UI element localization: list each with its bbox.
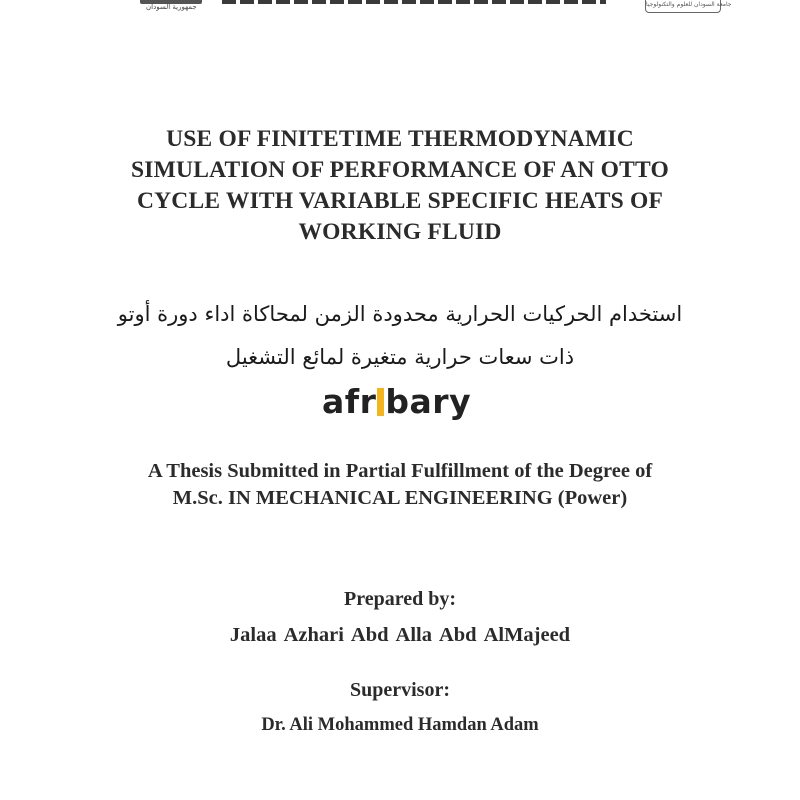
degree-line: A Thesis Submitted in Partial Fulfillment of the Degree of xyxy=(147,460,653,482)
arabic-title-line: ذات سعات حرارية متغيرة لمائع التشغيل xyxy=(225,345,575,369)
supervisor-label: Supervisor: xyxy=(350,679,450,701)
watermark-prefix: afr xyxy=(322,382,377,421)
degree-statement xyxy=(100,458,700,512)
author-name: Jalaa Azhari Abd Alla Abd AlMajeed xyxy=(229,624,571,646)
title-line: SIMULATION OF PERFORMANCE OF AN OTTO xyxy=(131,157,669,183)
watermark-accent-icon xyxy=(377,388,384,416)
afribary-watermark xyxy=(322,380,482,424)
supervisor-name: Dr. Ali Mohammed Hamdan Adam xyxy=(261,715,539,735)
thesis-title xyxy=(100,124,700,248)
left-header-text: جمهورية السودان xyxy=(146,3,197,11)
right-header-logo: جامعة السودان للعلوم والتكنولوجيا xyxy=(645,0,721,13)
watermark-suffix: bary xyxy=(385,382,472,421)
title-line: WORKING FLUID xyxy=(298,219,502,245)
header-banner xyxy=(222,0,606,4)
prepared-by-label: Prepared by: xyxy=(343,588,457,610)
arabic-title-line: استخدام الحركيات الحرارية محدودة الزمن لمحاكاة اداء دورة أوتو xyxy=(117,302,683,326)
degree-line: M.Sc. IN MECHANICAL ENGINEERING (Power) xyxy=(172,487,628,509)
title-line: CYCLE WITH VARIABLE SPECIFIC HEATS OF xyxy=(136,188,664,214)
title-line: USE OF FINITETIME THERMODYNAMIC xyxy=(166,126,634,152)
